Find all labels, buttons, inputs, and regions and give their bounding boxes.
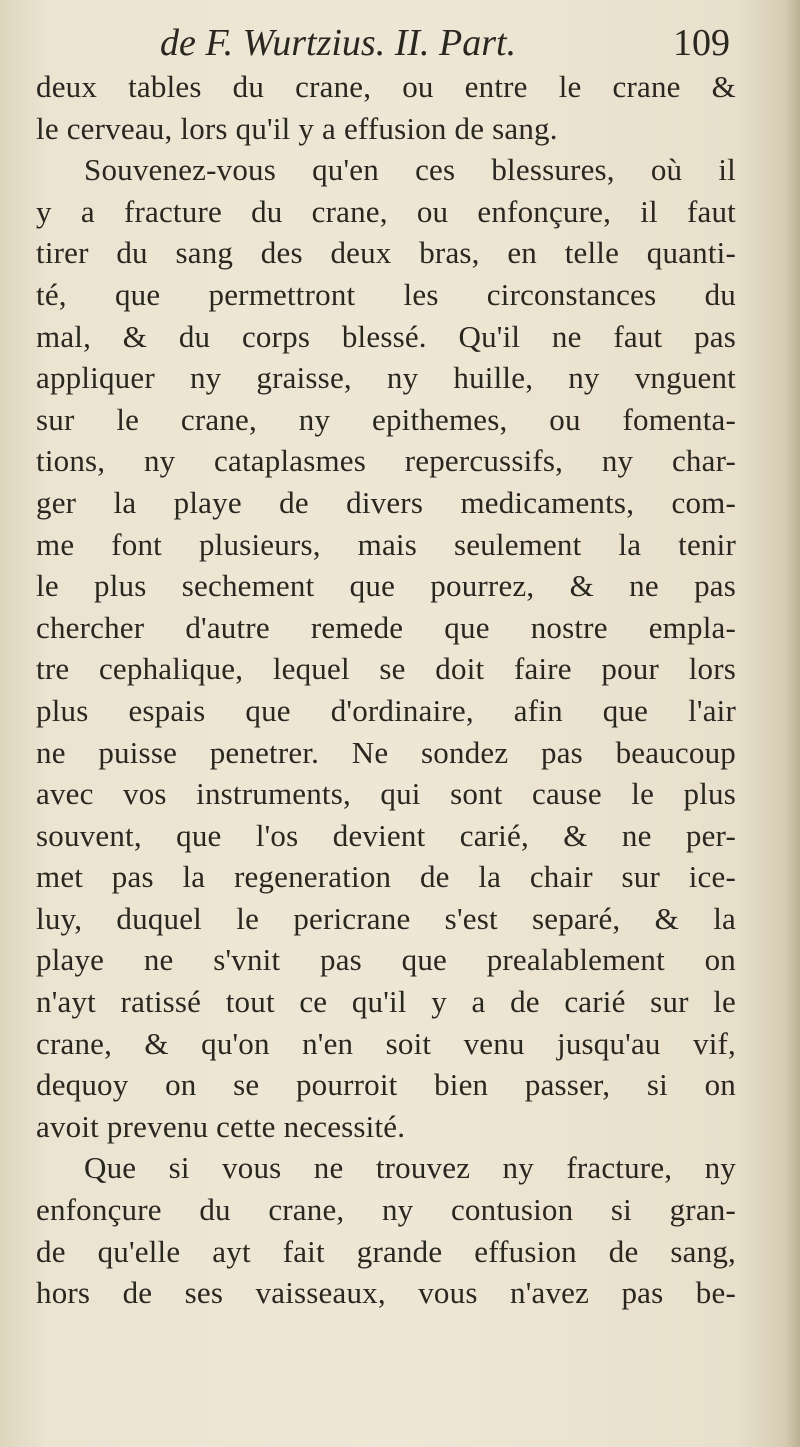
text-line: tions, ny cataplasmes repercussifs, ny char- [36,443,736,479]
text-line: de qu'elle ayt fait grande effusion de sang, [36,1233,736,1269]
text-line: tirer du sang des deux bras, en telle quanti- [36,235,736,271]
text-line: avec vos instruments, qui sont cause le plus [36,776,736,812]
text-line: chercher d'autre remede que nostre empla- [36,609,736,645]
text-line: sur le crane, ny epithemes, ou fomenta- [36,401,736,437]
page-edge-shadow [786,0,800,1447]
running-header [160,18,730,68]
text-line: n'ayt ratissé tout ce qu'il y a de carié sur le [36,984,736,1020]
text-line: tre cephalique, lequel se doit faire pour lors [36,651,736,687]
text-line: deux tables du crane, ou entre le crane & [36,69,736,104]
text-line: ger la playe de divers medicaments, com- [36,484,736,520]
text-line: plus espais que d'ordinaire, afin que l'air [36,692,736,728]
body-text [36,66,736,1314]
page-number: 109 [673,22,730,64]
text-line: playe ne s'vnit pas que prealablement on [36,942,736,978]
text-line: souvent, que l'os devient carié, & ne per- [36,817,736,853]
text-line: appliquer ny graisse, ny huille, ny vnguent [36,360,736,396]
paragraph-start-line: Que si vous ne trouvez ny fracture, ny [84,1150,736,1186]
text-line: met pas la regeneration de la chair sur ice- [36,859,736,895]
paragraph-start-line: Souvenez-vous qu'en ces blessures, où il [84,152,736,188]
text-line: le cerveau, lors qu'il y a effusion de sang. [36,110,558,146]
text-line: mal, & du corps blessé. Qu'il ne faut pas [36,318,736,354]
text-line: crane, & qu'on n'en soit venu jusqu'au vif, [36,1025,736,1061]
text-line: ne puisse penetrer. Ne sondez pas beaucoup [36,734,736,770]
text-line: luy, duquel le pericrane s'est separé, & la [36,900,736,936]
running-title: de F. Wurtzius. II. Part. [160,22,517,64]
text-line: té, que permettront les circonstances du [36,276,736,312]
text-line: dequoy on se pourroit bien passer, si on [36,1067,736,1103]
text-line: le plus sechement que pourrez, & ne pas [36,568,736,604]
text-line: hors de ses vaisseaux, vous n'avez pas be- [36,1275,736,1311]
text-line: avoit prevenu cette necessité. [36,1108,406,1144]
text-line: enfonçure du crane, ny contusion si gran- [36,1192,736,1228]
text-line: y a fracture du crane, ou enfonçure, il faut [36,193,736,229]
text-line: me font plusieurs, mais seulement la tenir [36,526,736,562]
